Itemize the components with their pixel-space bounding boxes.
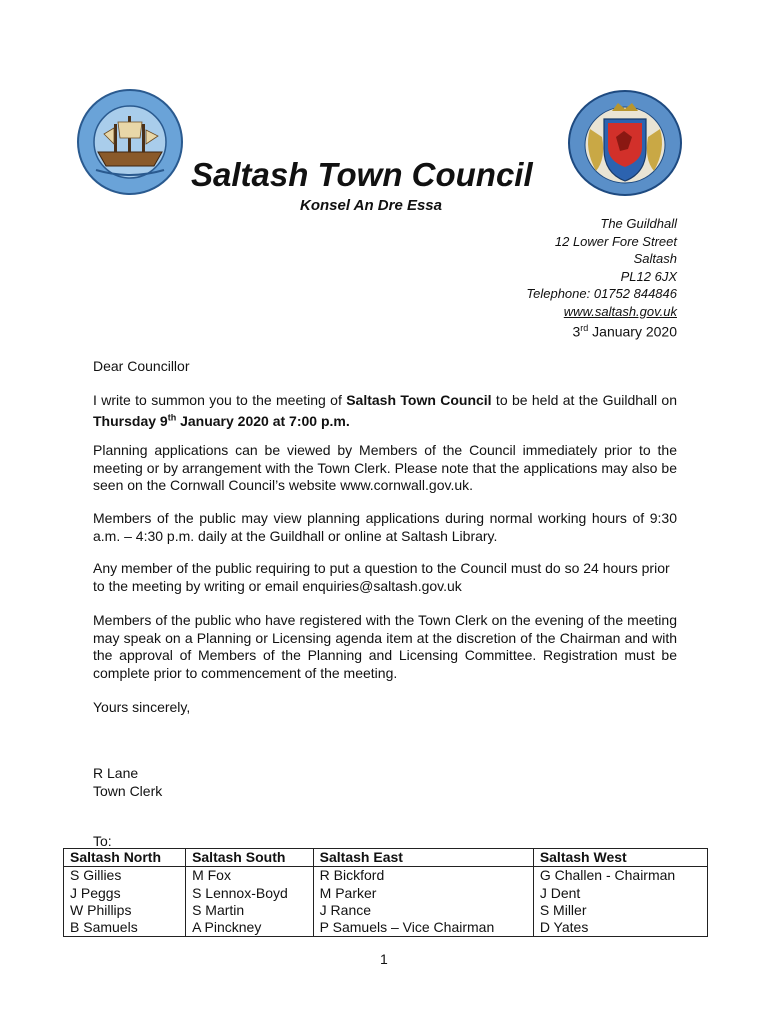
letter-date: 3rd January 2020	[572, 323, 677, 340]
address-line: Saltash	[633, 251, 677, 266]
table-cell: J Dent	[533, 885, 707, 902]
table-cell: M Fox	[186, 867, 314, 885]
table-cell: S Gillies	[64, 867, 186, 885]
questions-paragraph: Any member of the public requiring to put a question to the Council must do so 24 hours prior to the meeting by writing or email enquiries@saltash.gov.uk	[93, 560, 670, 594]
table-cell: S Martin	[186, 902, 314, 919]
signature-block	[93, 765, 677, 800]
address-line: The Guildhall	[600, 216, 677, 231]
signatory-name: R Lane	[93, 765, 139, 781]
planning-paragraph: Planning applications can be viewed by Members of the Council immediately prior to the meeting or by arrangement with the Town Clerk. Please note that the applications may also be seen on the Cornwall Council’s website www.cornwall.gov.uk.	[93, 442, 677, 493]
table-cell: S Lennox-Boyd	[186, 885, 314, 902]
table-header-row	[64, 849, 708, 867]
table-cell: R Bickford	[313, 867, 533, 885]
distribution-label: To:	[93, 833, 112, 849]
council-title: Saltash Town Council	[191, 156, 533, 193]
registration-paragraph: Members of the public who have registered with the Town Clerk on the evening of the meeting may speak on a Planning or Licensing agenda item at the discretion of the Chairman and with the approval of Members of the Planning and Licensing Committee. Registration must be complete prior to commencement of the meeting.	[93, 612, 677, 681]
column-header: Saltash South	[186, 849, 314, 867]
table-cell: A Pinckney	[186, 919, 314, 937]
left-seal-ship-logo	[76, 88, 184, 196]
address-block	[526, 215, 677, 320]
table-cell: J Rance	[313, 902, 533, 919]
salutation: Dear Councillor	[93, 358, 190, 374]
table-cell: J Peggs	[64, 885, 186, 902]
table-row	[64, 867, 708, 885]
signatory-title: Town Clerk	[93, 782, 163, 799]
page-number: 1	[380, 951, 388, 967]
table-cell: W Phillips	[64, 902, 186, 919]
council-subtitle: Konsel An Dre Essa	[300, 197, 442, 214]
public-viewing-paragraph: Members of the public may view planning applications during normal working hours of 9:30 a.m. – 4:30 p.m. daily at the Guildhall or online at Saltash Library.	[93, 510, 677, 544]
table-cell: M Parker	[313, 885, 533, 902]
table-row	[64, 902, 708, 919]
column-header: Saltash North	[64, 849, 186, 867]
address-postcode: PL12 6JX	[620, 268, 677, 284]
closing: Yours sincerely,	[93, 699, 191, 715]
table-cell: P Samuels – Vice Chairman	[313, 919, 533, 937]
enquiries-email-link[interactable]: enquiries@saltash.gov.uk	[302, 577, 462, 594]
table-row	[64, 885, 708, 902]
website-link[interactable]: www.saltash.gov.uk	[563, 303, 677, 319]
table-cell: D Yates	[533, 919, 707, 937]
column-header: Saltash East	[313, 849, 533, 867]
column-header: Saltash West	[533, 849, 707, 867]
distribution-table	[63, 848, 708, 937]
cornwall-website-link[interactable]: www.cornwall.gov.uk	[340, 477, 470, 493]
table-cell: G Challen - Chairman	[533, 867, 707, 885]
table-cell: B Samuels	[64, 919, 186, 937]
table-cell: S Miller	[533, 902, 707, 919]
address-telephone: Telephone: 01752 844846	[526, 286, 677, 301]
address-line: 12 Lower Fore Street	[554, 233, 677, 249]
table-row	[64, 919, 708, 937]
summons-paragraph: I write to summon you to the meeting of Saltash Town Council to be held at the Guildhall on Thursday 9th January 2020 at 7:00 p.m.	[93, 392, 677, 430]
